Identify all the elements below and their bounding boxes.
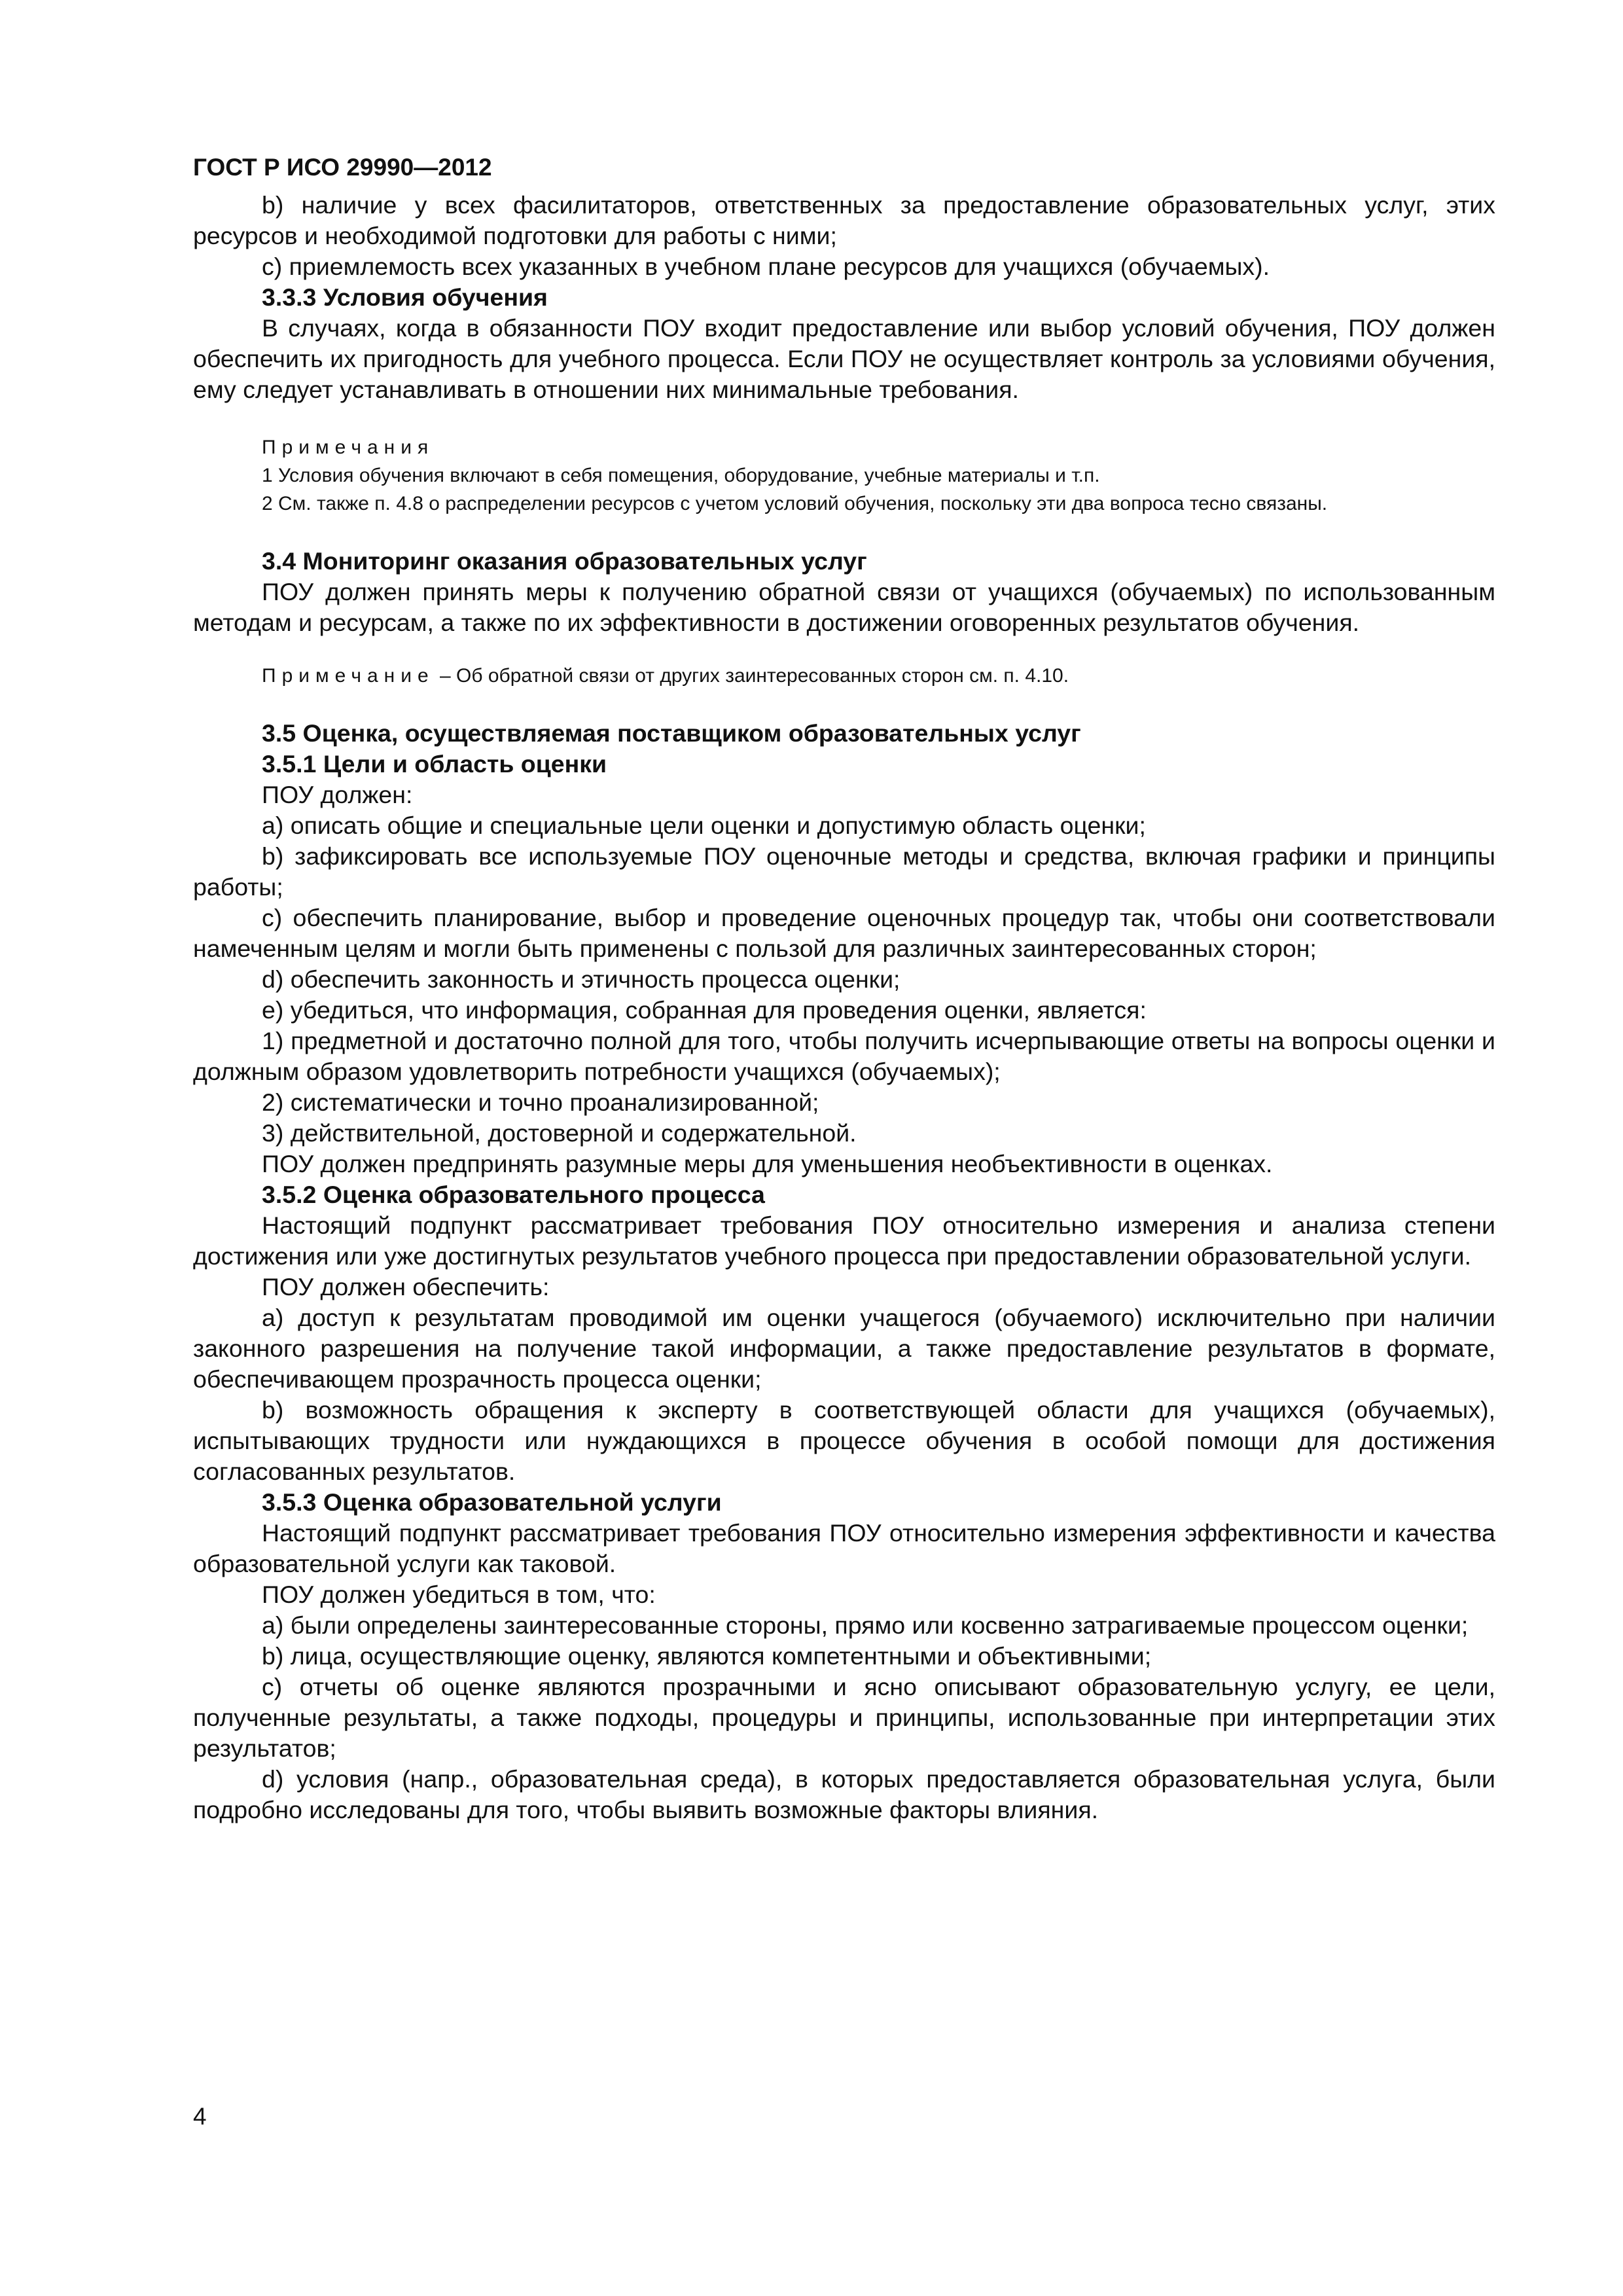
item-c-resources: c) приемлемость всех указанных в учебном плане ресурсов для учащихся (обучаемых).: [262, 253, 1270, 280]
note-feedback: [193, 662, 1495, 690]
paragraph-process-evaluation: Настоящий подпункт рассматривает требования ПОУ относительно измерения и анализа степени достижения или уже достигнутых результатов учебного процесса при предоставлении образовательной услуги.: [193, 1211, 1495, 1270]
page-number: 4: [193, 2103, 207, 2130]
paragraph-bias: ПОУ должен предпринять разумные меры для уменьшения необъективности в оценках.: [262, 1150, 1273, 1177]
item-a-access: a) доступ к результатам проводимой им оценки учащегося (обучаемого) исключительно при наличии законного разрешения на получение такой информации, а также предоставление результатов в формате, обеспечивающем прозрачность процесса оценки;: [193, 1304, 1495, 1393]
subitem-3-valid: 3) действительной, достоверной и содержательной.: [262, 1119, 857, 1147]
paragraph-pou-must: ПОУ должен:: [262, 781, 413, 808]
item-b-expert: b) возможность обращения к эксперту в соответствующей области для учащихся (обучаемых), испытывающих трудности или нуждающихся в процессе обучения в особой помощи для достижения согласованных результатов.: [193, 1396, 1495, 1485]
heading-3-5-1: 3.5.1 Цели и область оценки: [262, 750, 607, 778]
notes-label: [193, 433, 1495, 461]
note-2: 2 См. также п. 4.8 о распределении ресурсов с учетом условий обучения, поскольку эти два вопроса тесно связаны.: [262, 493, 1328, 514]
heading-3-5-2: 3.5.2 Оценка образовательного процесса: [262, 1181, 765, 1208]
heading-3-4: 3.4 Мониторинг оказания образовательных услуг: [262, 547, 867, 575]
subitem-1-relevant: 1) предметной и достаточно полной для того, чтобы получить исчерпывающие ответы на вопросы оценки и должным образом удовлетворить потребности учащихся (обучаемых);: [193, 1027, 1495, 1085]
item-d-legality: d) обеспечить законность и этичность процесса оценки;: [262, 965, 901, 993]
paragraph-service-evaluation: Настоящий подпункт рассматривает требования ПОУ относительно измерения эффективности и качества образовательной услуги как таковой.: [193, 1519, 1495, 1577]
spacer: [193, 690, 1495, 718]
heading-3-5-3: 3.5.3 Оценка образовательной услуги: [262, 1488, 722, 1516]
heading-3-5: 3.5 Оценка, осуществляемая поставщиком образовательных услуг: [262, 719, 1081, 747]
note-label-text: Примечание: [262, 665, 435, 687]
item-b-methods: b) зафиксировать все используемые ПОУ оценочные методы и средства, включая графики и принципы работы;: [193, 842, 1495, 901]
note-feedback-text: – Об обратной связи от других заинтересованных сторон см. п. 4.10.: [434, 665, 1069, 687]
paragraph-monitoring: ПОУ должен принять меры к получению обратной связи от учащихся (обучаемых) по использованным методам и ресурсам, а также по их эффективности в достижении оговоренных результатов обучения.: [193, 578, 1495, 636]
heading-3-3-3: 3.3.3 Условия обучения: [262, 283, 548, 311]
item-a-goals: a) описать общие и специальные цели оценки и допустимую область оценки;: [262, 812, 1146, 839]
note-1: 1 Условия обучения включают в себя помещения, оборудование, учебные материалы и т.п.: [262, 465, 1100, 486]
item-b-resources: b) наличие у всех фасилитаторов, ответственных за предоставление образовательных услуг, этих ресурсов и необходимой подготовки для работы с ними;: [193, 191, 1495, 249]
spacer: [193, 518, 1495, 546]
item-e-information: e) убедиться, что информация, собранная для проведения оценки, является:: [262, 996, 1147, 1024]
item-b-assessors: b) лица, осуществляющие оценку, являются компетентными и объективными;: [262, 1642, 1152, 1670]
paragraph-pou-must-ensure: ПОУ должен обеспечить:: [262, 1273, 550, 1300]
paragraph-learning-conditions: В случаях, когда в обязанности ПОУ входит предоставление или выбор условий обучения, ПОУ должен обеспечить их пригодность для учебного процесса. Если ПОУ не осуществляет контроль за условиями обучения, ему следует устанавливать в отношении них минимальные требования.: [193, 314, 1495, 403]
document-header: ГОСТ Р ИСО 29990—2012: [193, 154, 492, 181]
item-c-planning: c) обеспечить планирование, выбор и проведение оценочных процедур так, чтобы они соответствовали намеченным целям и могли быть применены с пользой для различных заинтересованных сторон;: [193, 904, 1495, 962]
item-a-stakeholders: a) были определены заинтересованные стороны, прямо или косвенно затрагиваемые процессом оценки;: [262, 1611, 1469, 1639]
item-d-conditions: d) условия (напр., образовательная среда), в которых предоставляется образовательная услуга, были подробно исследованы для того, чтобы выявить возможные факторы влияния.: [193, 1765, 1495, 1823]
spacer: [193, 638, 1495, 662]
item-c-reports: c) отчеты об оценке являются прозрачными и ясно описывают образовательную услугу, ее цели, полученные результаты, а также подходы, процедуры и принципы, использованные при интерпретации этих результатов;: [193, 1673, 1495, 1762]
spacer: [193, 405, 1495, 433]
subitem-2-systematic: 2) систематически и точно проанализированной;: [262, 1088, 819, 1116]
document-page: [193, 152, 1495, 2181]
notes-label-text: Примечания: [262, 437, 435, 458]
paragraph-pou-must-verify: ПОУ должен убедиться в том, что:: [262, 1581, 656, 1608]
